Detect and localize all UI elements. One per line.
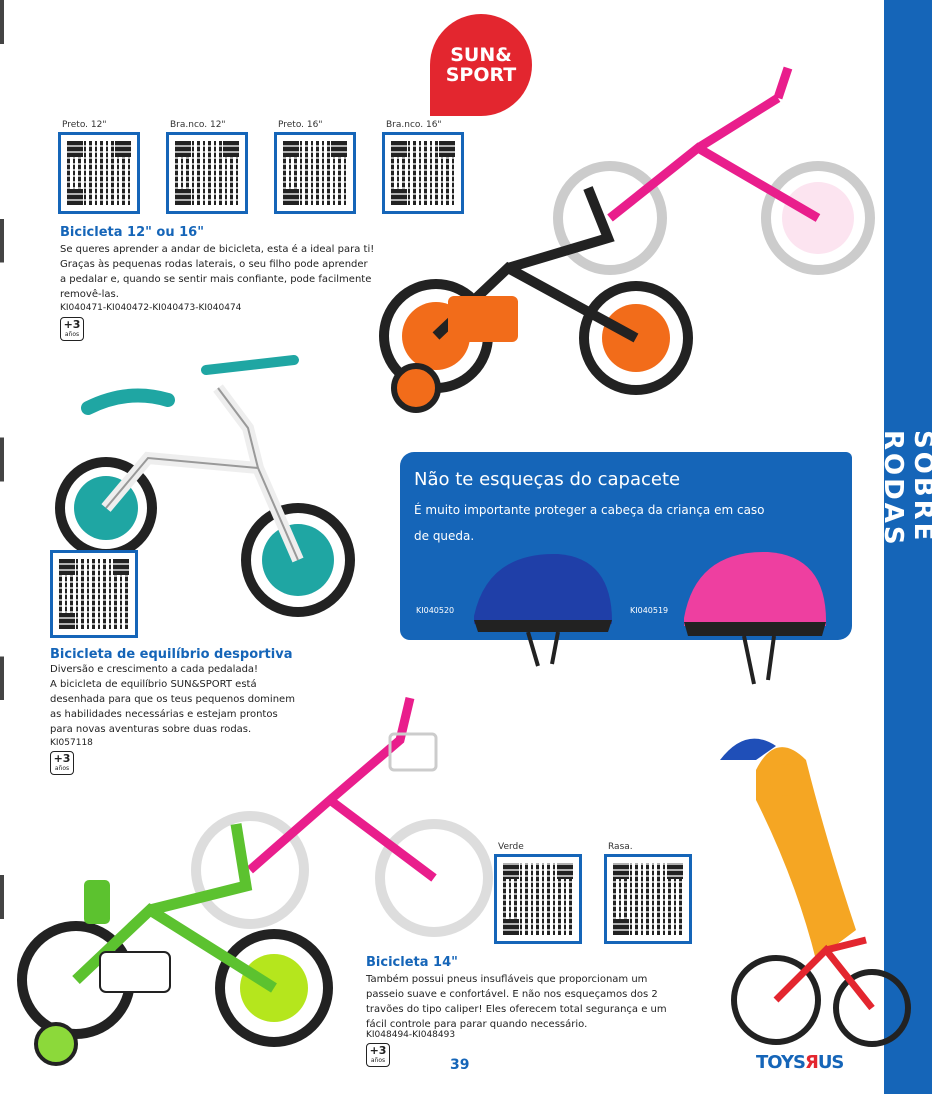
qr-code[interactable] <box>604 854 692 944</box>
helmet-code-blue: KI040520 <box>416 606 455 615</box>
qr-code[interactable] <box>494 854 582 944</box>
product-code: KI048494-KI048493 <box>366 1030 456 1040</box>
age-badge: +3 años <box>366 1043 390 1067</box>
age-badge: +3 años <box>50 751 74 775</box>
helmet-title: Não te esqueças do capacete <box>414 469 681 490</box>
section-title: SOBRE RODAS <box>878 430 938 548</box>
qr-code[interactable] <box>50 550 138 638</box>
qr-label: Bra.nco. 16" <box>386 120 442 130</box>
product-title: Bicicleta de equilíbrio desportiva <box>50 647 293 662</box>
product-title: Bicicleta 12" ou 16" <box>60 225 204 240</box>
age-badge: +3 años <box>60 317 84 341</box>
qr-label: Bra.nco. 12" <box>170 120 226 130</box>
product-title: Bicicleta 14" <box>366 955 458 970</box>
product-description: Diversão e crescimento a cada pedalada! A bicicleta de equilíbrio SUN&SPORT está desenhada para que os teus pequenos dominem as habilidades necessárias e estejam prontos para novas aventuras sobre duas rodas. <box>50 664 295 735</box>
page-number: 39 <box>450 1057 470 1073</box>
qr-label: Preto. 16" <box>278 120 323 130</box>
sun-sport-logo: SUN& SPORT <box>430 14 532 116</box>
helmet-text: É muito importante proteger a cabeça da criança em caso de queda. <box>414 503 765 543</box>
product-description: Também possui pneus insufláveis que proporcionam um passeio suave e confortável. E não nos esqueçamos dos 2 travões do tipo caliper! Eles oferecem total segurança e um fácil controle para parar quando necessário. <box>366 974 667 1030</box>
qr-code[interactable] <box>58 132 140 214</box>
qr-label: Preto. 12" <box>62 120 107 130</box>
qr-code[interactable] <box>166 132 248 214</box>
product-description: Se queres aprender a andar de bicicleta, esta é a ideal para ti! Graças às pequenas rodas laterais, o seu filho pode aprender a pedalar e, quando se sentir mais confiante, pode facilmente removê-las. <box>60 244 375 300</box>
qr-label: Rasa. <box>608 842 633 852</box>
qr-code[interactable] <box>274 132 356 214</box>
left-page-edge <box>0 0 4 1094</box>
product-code: KI040471-KI040472-KI040473-KI040474 <box>60 303 242 313</box>
toys-r-us-logo: TOYSЯUS <box>756 1052 844 1073</box>
pink-helmet-image <box>678 544 830 690</box>
helmet-code-pink: KI040519 <box>630 606 669 615</box>
kids-bike-image <box>378 38 884 416</box>
blue-helmet-image <box>468 546 618 672</box>
product-code: KI057118 <box>50 738 93 748</box>
giraffe-mascot-image <box>716 730 884 1050</box>
qr-label: Verde <box>498 842 524 852</box>
